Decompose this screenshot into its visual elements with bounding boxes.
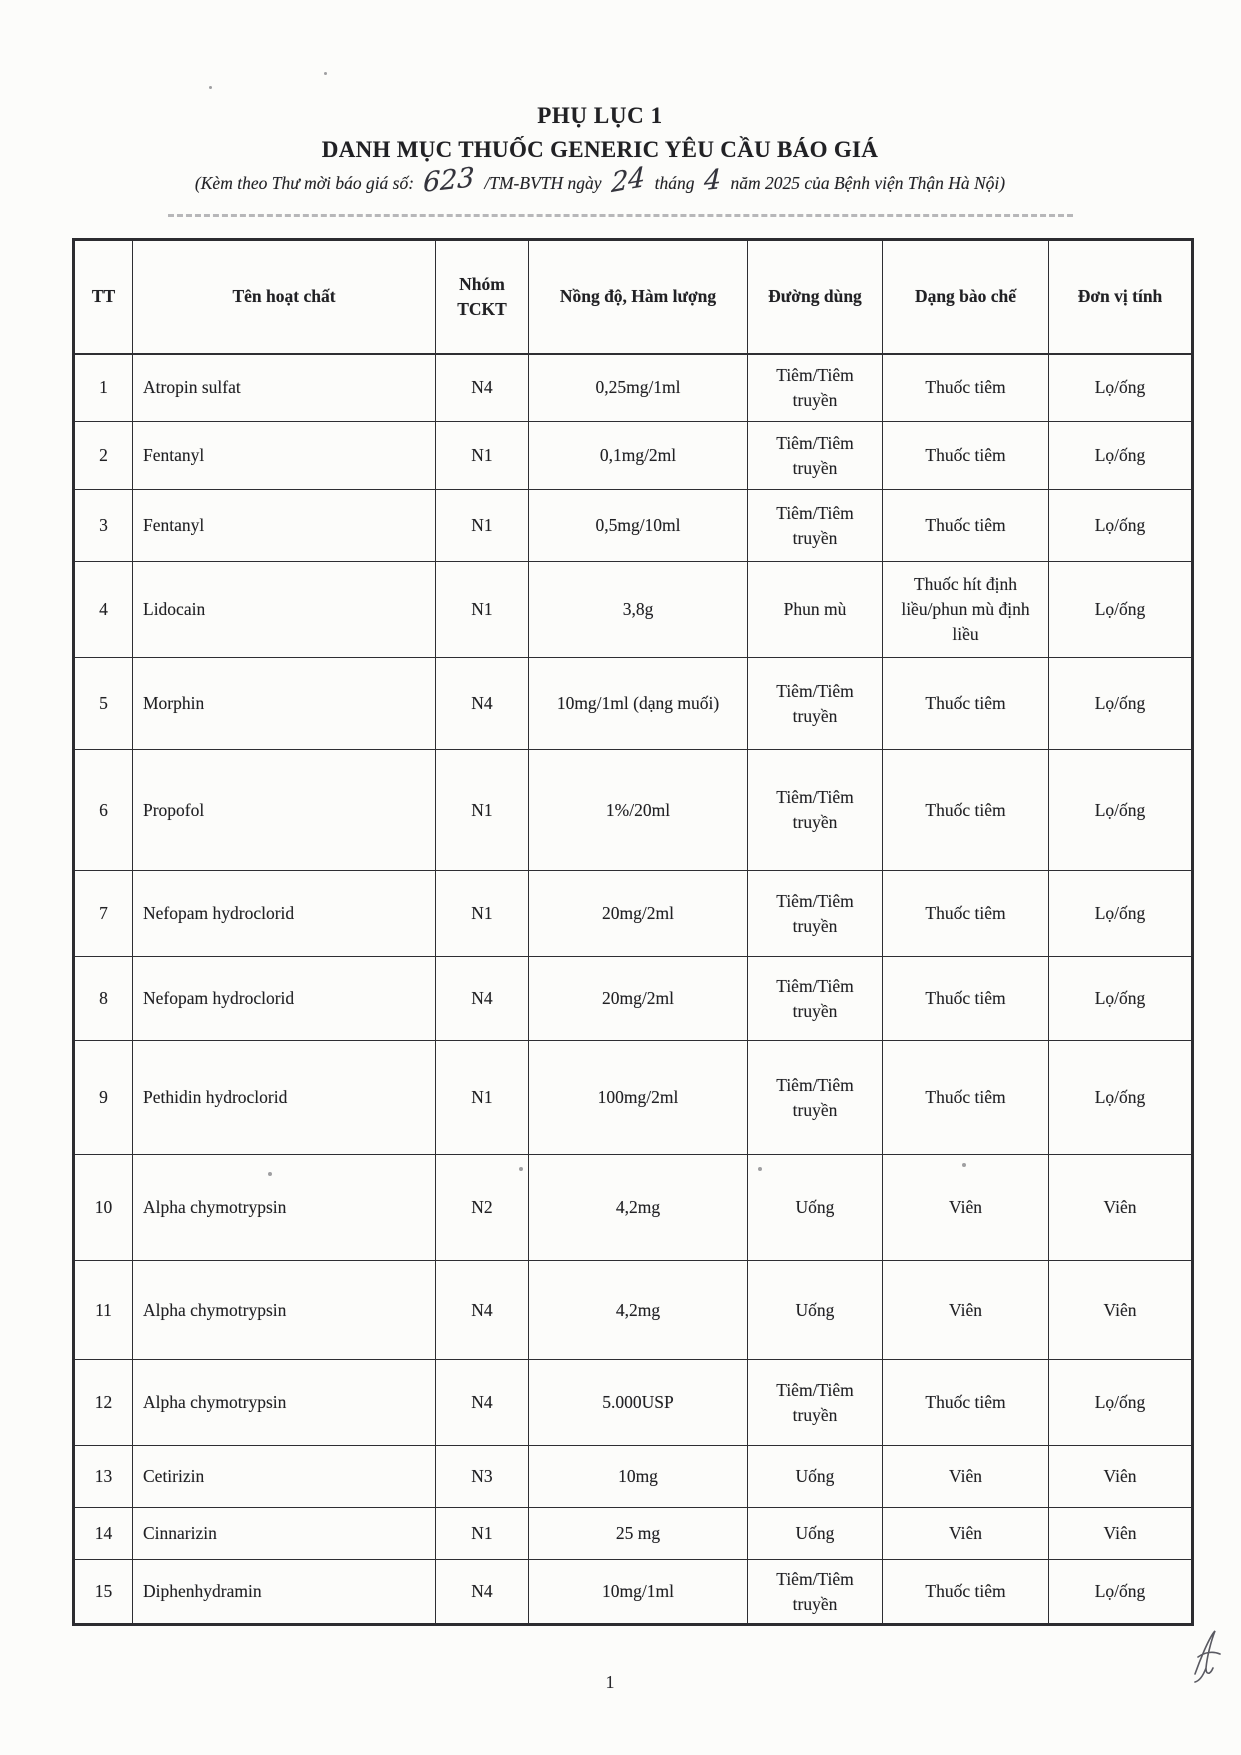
table-cell: N4 (436, 1360, 529, 1446)
table-row (74, 1261, 1193, 1360)
table-cell: N4 (436, 1261, 529, 1360)
row-number: 11 (74, 1261, 133, 1360)
table-cell: 10mg/1ml (529, 1560, 748, 1625)
table-cell: Lidocain (133, 562, 436, 658)
row-number: 8 (74, 957, 133, 1041)
table-cell: N3 (436, 1446, 529, 1508)
column-header: Tên hoạt chất (133, 240, 436, 354)
table-cell: Tiêm/Tiêm truyền (748, 957, 883, 1041)
table-cell: Morphin (133, 658, 436, 750)
reference-form-code: /TM-BVTH ngày (484, 173, 602, 193)
table-cell: Nefopam hydroclorid (133, 957, 436, 1041)
reference-month-word: tháng (654, 173, 695, 193)
column-header: Đường dùng (748, 240, 883, 354)
column-header: Đơn vị tính (1049, 240, 1193, 354)
table-cell: Viên (883, 1508, 1049, 1560)
table-cell: 100mg/2ml (529, 1041, 748, 1155)
table-cell: Thuốc tiêm (883, 422, 1049, 490)
table-cell: Fentanyl (133, 490, 436, 562)
table-cell: Thuốc tiêm (883, 490, 1049, 562)
table-cell: 5.000USP (529, 1360, 748, 1446)
table-cell: Thuốc tiêm (883, 1360, 1049, 1446)
table-cell: 20mg/2ml (529, 957, 748, 1041)
table-cell: Lọ/ống (1049, 1560, 1193, 1625)
table-cell: N1 (436, 490, 529, 562)
table-cell: Phun mù (748, 562, 883, 658)
table-cell: 25 mg (529, 1508, 748, 1560)
table-cell: Tiêm/Tiêm truyền (748, 490, 883, 562)
table-cell: 0,25mg/1ml (529, 354, 748, 422)
table-cell: 4,2mg (529, 1155, 748, 1261)
scan-speck (758, 1167, 762, 1171)
column-header: Nồng độ, Hàm lượng (529, 240, 748, 354)
row-number: 7 (74, 871, 133, 957)
table-cell: Tiêm/Tiêm truyền (748, 1041, 883, 1155)
table-row (74, 1446, 1193, 1508)
table-cell: Lọ/ống (1049, 490, 1193, 562)
table-cell: N1 (436, 871, 529, 957)
table-cell: Viên (883, 1155, 1049, 1261)
table-cell: Tiêm/Tiêm truyền (748, 871, 883, 957)
scan-speck (324, 72, 327, 75)
table-cell: Lọ/ống (1049, 658, 1193, 750)
table-cell: Cinnarizin (133, 1508, 436, 1560)
table-cell: Lọ/ống (1049, 957, 1193, 1041)
table-cell: Thuốc hít định liều/phun mù định liều (883, 562, 1049, 658)
table-cell: Tiêm/Tiêm truyền (748, 1360, 883, 1446)
table-cell: Alpha chymotrypsin (133, 1360, 436, 1446)
table-cell: Tiêm/Tiêm truyền (748, 658, 883, 750)
table-cell: Atropin sulfat (133, 354, 436, 422)
table-row (74, 1508, 1193, 1560)
table-cell: Tiêm/Tiêm truyền (748, 422, 883, 490)
row-number: 14 (74, 1508, 133, 1560)
table-row (74, 562, 1193, 658)
table-cell: Thuốc tiêm (883, 1041, 1049, 1155)
scan-speck (268, 1172, 272, 1176)
row-number: 3 (74, 490, 133, 562)
table-cell: N2 (436, 1155, 529, 1261)
table-cell: Uống (748, 1261, 883, 1360)
handwritten-doc-number: 623 (423, 162, 476, 199)
table-cell: 0,5mg/10ml (529, 490, 748, 562)
column-header: Dạng bào chế (883, 240, 1049, 354)
table-cell: Tiêm/Tiêm truyền (748, 1560, 883, 1625)
page-number: 1 (605, 1672, 615, 1692)
table-cell: N1 (436, 750, 529, 871)
scan-speck (209, 86, 212, 89)
page-title: PHỤ LỤC 1 (537, 103, 663, 128)
table-row (74, 1155, 1193, 1261)
table-cell: Thuốc tiêm (883, 1560, 1049, 1625)
table-cell: 0,1mg/2ml (529, 422, 748, 490)
table-row (74, 871, 1193, 957)
table-cell: Viên (883, 1446, 1049, 1508)
table-cell: Alpha chymotrypsin (133, 1261, 436, 1360)
scan-speck (962, 1163, 966, 1167)
table-cell: Lọ/ống (1049, 562, 1193, 658)
document-heading (10, 103, 1190, 200)
table-cell: N4 (436, 1560, 529, 1625)
table-cell: N4 (436, 957, 529, 1041)
page-subtitle: DANH MỤC THUỐC GENERIC YÊU CẦU BÁO GIÁ (321, 137, 879, 162)
table-cell: Uống (748, 1508, 883, 1560)
table-cell: N1 (436, 1041, 529, 1155)
table-cell: Tiêm/Tiêm truyền (748, 354, 883, 422)
reference-suffix: năm 2025 của Bệnh viện Thận Hà Nội) (730, 173, 1006, 193)
table-cell: N4 (436, 354, 529, 422)
row-number: 2 (74, 422, 133, 490)
row-number: 6 (74, 750, 133, 871)
row-number: 5 (74, 658, 133, 750)
table-row (74, 1041, 1193, 1155)
row-number: 9 (74, 1041, 133, 1155)
table-cell: 20mg/2ml (529, 871, 748, 957)
handwritten-day: 24 (610, 161, 646, 200)
table-cell: N1 (436, 422, 529, 490)
row-number: 10 (74, 1155, 133, 1261)
table-row (74, 750, 1193, 871)
scan-speck (519, 1167, 523, 1171)
table-row (74, 658, 1193, 750)
table-cell: Fentanyl (133, 422, 436, 490)
scan-artifact-line (168, 214, 1073, 217)
table-cell: N1 (436, 562, 529, 658)
reference-line (10, 161, 1190, 200)
row-number: 4 (74, 562, 133, 658)
table-row (74, 490, 1193, 562)
table-cell: Diphenhydramin (133, 1560, 436, 1625)
table-cell: Thuốc tiêm (883, 957, 1049, 1041)
table-cell: Thuốc tiêm (883, 871, 1049, 957)
table-cell: Lọ/ống (1049, 422, 1193, 490)
table-cell: Viên (1049, 1446, 1193, 1508)
table-cell: Thuốc tiêm (883, 658, 1049, 750)
reference-prefix: (Kèm theo Thư mời báo giá số: (194, 173, 415, 193)
table-cell: Thuốc tiêm (883, 354, 1049, 422)
table-cell: Lọ/ống (1049, 1041, 1193, 1155)
column-header: Nhóm TCKT (436, 240, 529, 354)
table-header-row (74, 240, 1193, 354)
row-number: 12 (74, 1360, 133, 1446)
table-cell: Thuốc tiêm (883, 750, 1049, 871)
table-cell: Lọ/ống (1049, 354, 1193, 422)
table-cell: Pethidin hydroclorid (133, 1041, 436, 1155)
table-cell: Uống (748, 1446, 883, 1508)
handwritten-month: 4 (703, 163, 722, 198)
table-cell: Tiêm/Tiêm truyền (748, 750, 883, 871)
row-number: 1 (74, 354, 133, 422)
table-cell: 10mg (529, 1446, 748, 1508)
table-cell: Lọ/ống (1049, 750, 1193, 871)
column-header: TT (74, 240, 133, 354)
table-cell: Cetirizin (133, 1446, 436, 1508)
row-number: 13 (74, 1446, 133, 1508)
table-cell: N1 (436, 1508, 529, 1560)
table-cell: Uống (748, 1155, 883, 1261)
table-cell: Viên (1049, 1508, 1193, 1560)
table-cell: 4,2mg (529, 1261, 748, 1360)
row-number: 15 (74, 1560, 133, 1625)
table-cell: 3,8g (529, 562, 748, 658)
table-cell: Nefopam hydroclorid (133, 871, 436, 957)
table-cell: N4 (436, 658, 529, 750)
drug-table (72, 238, 1194, 1626)
table-row (74, 354, 1193, 422)
table-cell: Viên (1049, 1261, 1193, 1360)
table-cell: Viên (1049, 1155, 1193, 1261)
table-cell: 10mg/1ml (dạng muối) (529, 658, 748, 750)
table-cell: Lọ/ống (1049, 1360, 1193, 1446)
table-cell: 1%/20ml (529, 750, 748, 871)
table-cell: Viên (883, 1261, 1049, 1360)
table-row (74, 422, 1193, 490)
table-cell: Alpha chymotrypsin (133, 1155, 436, 1261)
table-cell: Lọ/ống (1049, 871, 1193, 957)
table-row (74, 957, 1193, 1041)
table-row (74, 1560, 1193, 1625)
table-cell: Propofol (133, 750, 436, 871)
table-row (74, 1360, 1193, 1446)
